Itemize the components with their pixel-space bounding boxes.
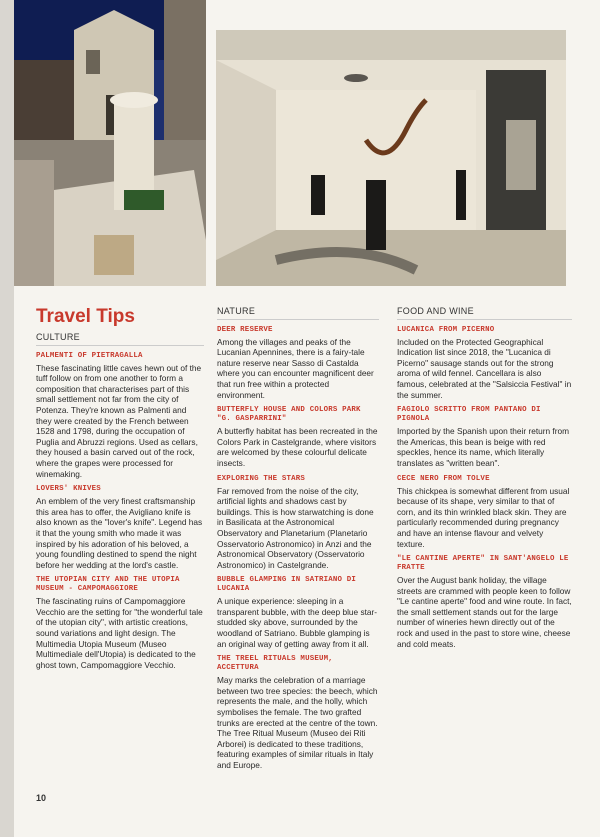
article-text-lucanica: Included on the Protected Geographical Indication list since 2018, the "Lucanica di Picerno" sausage stands out for the strong aroma of wild fennel. Cancellara is also famous, celebrated at the "Salsiccia Festival" in the summer. — [397, 336, 572, 400]
article-text-cantine: Over the August bank holiday, the village streets are crammed with people keen to follow "Le cantine aperte" food and wine route. In fact, the small settlement stands out for the large number of wineries hewn directly out of the rock and used in the past to store wine, cheese and cold meats. — [397, 575, 572, 649]
article-heading-deer: DEER RESERVE — [217, 325, 273, 334]
column-1 — [36, 298, 204, 670]
article-text-bubble: A unique experience: sleeping in a transparent bubble, with the deep blue star-studded sky above, surrounded by the woodland of Satriano. Bubble glamping is an original way of getting away from it all. — [217, 596, 378, 649]
article-heading-knives: LOVERS' KNIVES — [36, 485, 101, 494]
column-3 — [397, 298, 572, 649]
article-heading-lucanica: LUCANICA FROM PICERNO — [397, 325, 495, 334]
article-heading-bubble: BUBBLE GLAMPING IN SATRIANO DI LUCANIA — [217, 576, 357, 594]
article-text-butterfly: A butterfly habitat has been recreated in the Colors Park in Castelgrande, where visitors are welcomed by these colourful delicate insects. — [217, 426, 378, 468]
fountain-photo — [14, 0, 206, 286]
article-heading-butterfly: BUTTERFLY HOUSE AND COLORS PARK "G. GASPARRINI" — [217, 406, 361, 424]
article-heading-stars: EXPLORING THE STARS — [217, 474, 306, 483]
section-culture: CULTURE — [36, 332, 204, 346]
page-number: 10 — [36, 793, 47, 803]
article-text-stars: Far removed from the noise of the city, artificial lights and shadows cast by buildings. This is how starwatching is done in Basilicata at the Astronomical Observatory and Planetarium (Planetario Osservatorio Astronomico) in Anzi and the Astronomical Observatory (Osservatorio Astronomico) in Castelgrande. — [217, 485, 374, 570]
article-text-palmenti: These fascinating little caves hewn out of the tuff follow on from one another to form a composition that characterises part of this small settlement not far from the city of Potenza. They're known as Palmenti and they were created by the French between 1528 and 1798, during the occupation of Puglia and Abruzzi regions. Used as cellars, they housed a basin carved out of the rock, where the grapes were processed for winemaking. — [36, 362, 202, 479]
article-text-knives: An emblem of the very finest craftsmanship this area has to offer, the Avigliano knife is also known as the "lover's knife". Legend has it that the young smith who made it was inspired by his adoration of his beloved, a young foundling destined to spend the night before her wedding at the lord's castle. — [36, 496, 203, 570]
page-title: Travel Tips — [36, 306, 135, 327]
section-food: FOOD AND WINE — [397, 306, 572, 320]
article-heading-utopian: THE UTOPIAN CITY AND THE UTOPIA MUSEUM - CAMPOMAGGIORE — [36, 576, 180, 594]
article-heading-fagiolo: FAGIOLO SCRITTO FROM PANTANO DI PIGNOLA — [397, 406, 541, 424]
article-heading-tree: THE TREEL RITUALS MUSEUM, ACCETTURA — [217, 655, 333, 673]
column-2 — [217, 298, 379, 771]
article-heading-cece: CECE NERO FROM TOLVE — [397, 474, 490, 483]
museum-photo — [216, 30, 566, 286]
article-text-deer: Among the villages and peaks of the Lucanian Apennines, there is a fairy-tale nature reserve near Sasso di Castalda where you can encounter magnificent deer that run free within a protected environment. — [217, 336, 374, 400]
article-text-fagiolo: Imported by the Spanish upon their return from the Americas, this bean is beige with red speckles, hence its name, which literally translates as "written bean". — [397, 426, 570, 468]
article-text-utopian: The fascinating ruins of Campomaggiore Vecchio are the setting for "the wonderful tale of the utopian city", with artistic creations, sound variations and light design. The Multimedia Utopia Museum (Museo Multimediale dell'Utopia) is dedicated to the ghost town, Campomaggiore Vecchio. — [36, 596, 203, 670]
article-heading-cantine: "LE CANTINE APERTE" IN SANT'ANGELO LE FRATTE — [397, 555, 569, 573]
article-text-tree: May marks the celebration of a marriage between two tree species: the beech, which represents the male, and the holly, which symbolises the female. The two grafted trunks are erected at the centre of the town. The Tree Ritual Museum (Museo dei Riti Arborei) is dedicated to these traditions, featuring examples of similar rituals in Italy and Europe. — [217, 675, 378, 770]
article-heading-palmenti: PALMENTI OF PIETRAGALLA — [36, 351, 143, 360]
section-nature: NATURE — [217, 306, 379, 320]
article-text-cece: This chickpea is somewhat different from usual because of its shape, very similar to that of corn, and its thin wrinkled black skin. They are particularly recommended during pregnancy and have an intense flavour and velvety texture. — [397, 485, 570, 549]
magazine-page — [14, 0, 600, 837]
